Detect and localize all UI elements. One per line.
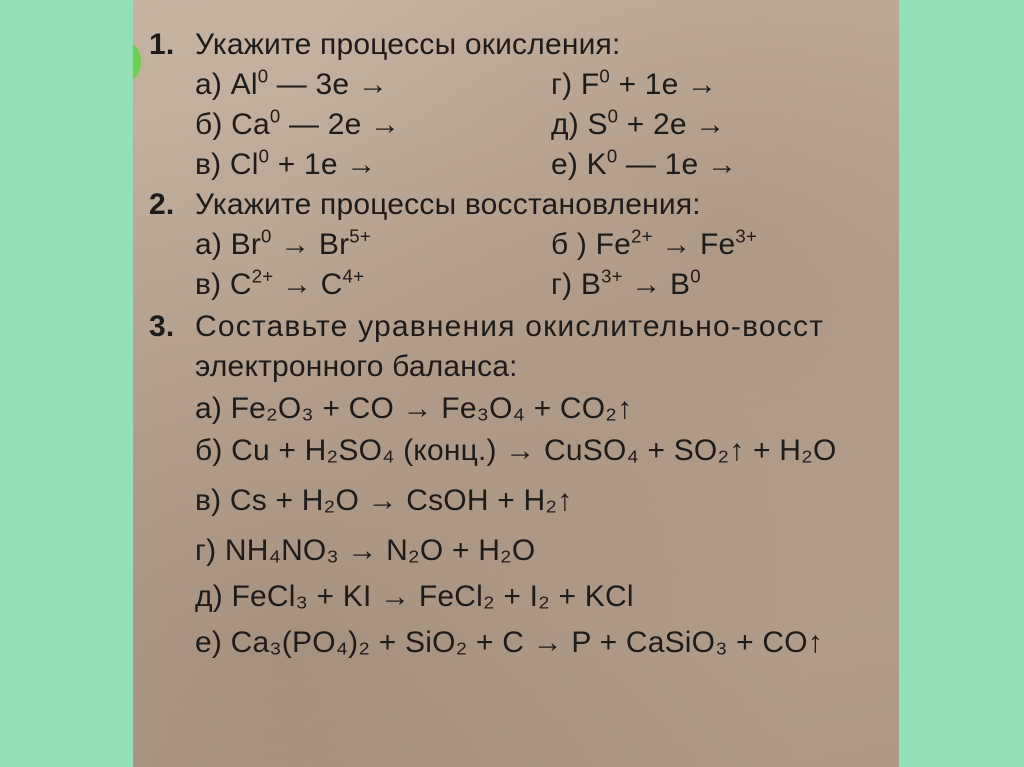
task-3-equation-e: д) FeCl₃ + KI → FeCl₂ + I₂ + KCl xyxy=(195,580,634,613)
task-1-item-e: д) $S^0 + 2e$ → xyxy=(551,105,726,141)
textbook-photo xyxy=(133,0,899,767)
task-3-number: 3. xyxy=(149,310,175,343)
task-1-item-b: б) Ca$^0$ — 2e → xyxy=(195,105,401,141)
task-3-title-line-1: Составьте уравнения окислительно-восст xyxy=(195,310,825,343)
task-3-equation-c: в) Cs + H₂O → CsOH + H₂↑ xyxy=(195,484,573,517)
task-2-item-b: б ) $Fe^{2+} \to Fe^{3+}$ xyxy=(551,225,758,261)
task-2-item-d: г) $B^{3+} \to B^0$ xyxy=(551,265,701,301)
task-1-item-f: е) $K^0$ — 1e → xyxy=(551,145,738,181)
exercise-sheet xyxy=(133,0,899,767)
task-1-item-c: в) $Cl^0 + 1e$ → xyxy=(195,145,377,181)
task-3-equation-d: г) NH₄NO₃ → N₂O + H₂O xyxy=(195,534,536,567)
task-1-item-a: а) Al$^0$ — 3e → xyxy=(195,65,389,101)
task-3-equation-f: е) Ca₃(PO₄)₂ + SiO₂ + C → P + CaSiO₃ + CO↑ xyxy=(195,626,824,659)
task-2-title: Укажите процессы восстановления: xyxy=(195,188,701,221)
task-1-number: 1. xyxy=(149,28,175,61)
task-3-equation-a: а) Fe₂O₃ + CO → Fe₃O₄ + CO₂↑ xyxy=(195,392,633,425)
task-2-item-c: в) $C^{2+} \to C^{4+}$ xyxy=(195,265,365,301)
task-3-equation-b: б) Cu + H₂SO₄ (конц.) → CuSO₄ + SO₂↑ + H₂O xyxy=(195,434,837,467)
task-1-item-d: г) $F^0 + 1e$ → xyxy=(551,65,718,101)
task-3-title-line-2: электронного баланса: xyxy=(195,350,518,383)
task-2-number: 2. xyxy=(149,188,175,221)
task-1-title: Укажите процессы окисления: xyxy=(195,28,621,61)
task-2-item-a: а) $Br^0 \to Br^{5+}$ xyxy=(195,225,371,261)
